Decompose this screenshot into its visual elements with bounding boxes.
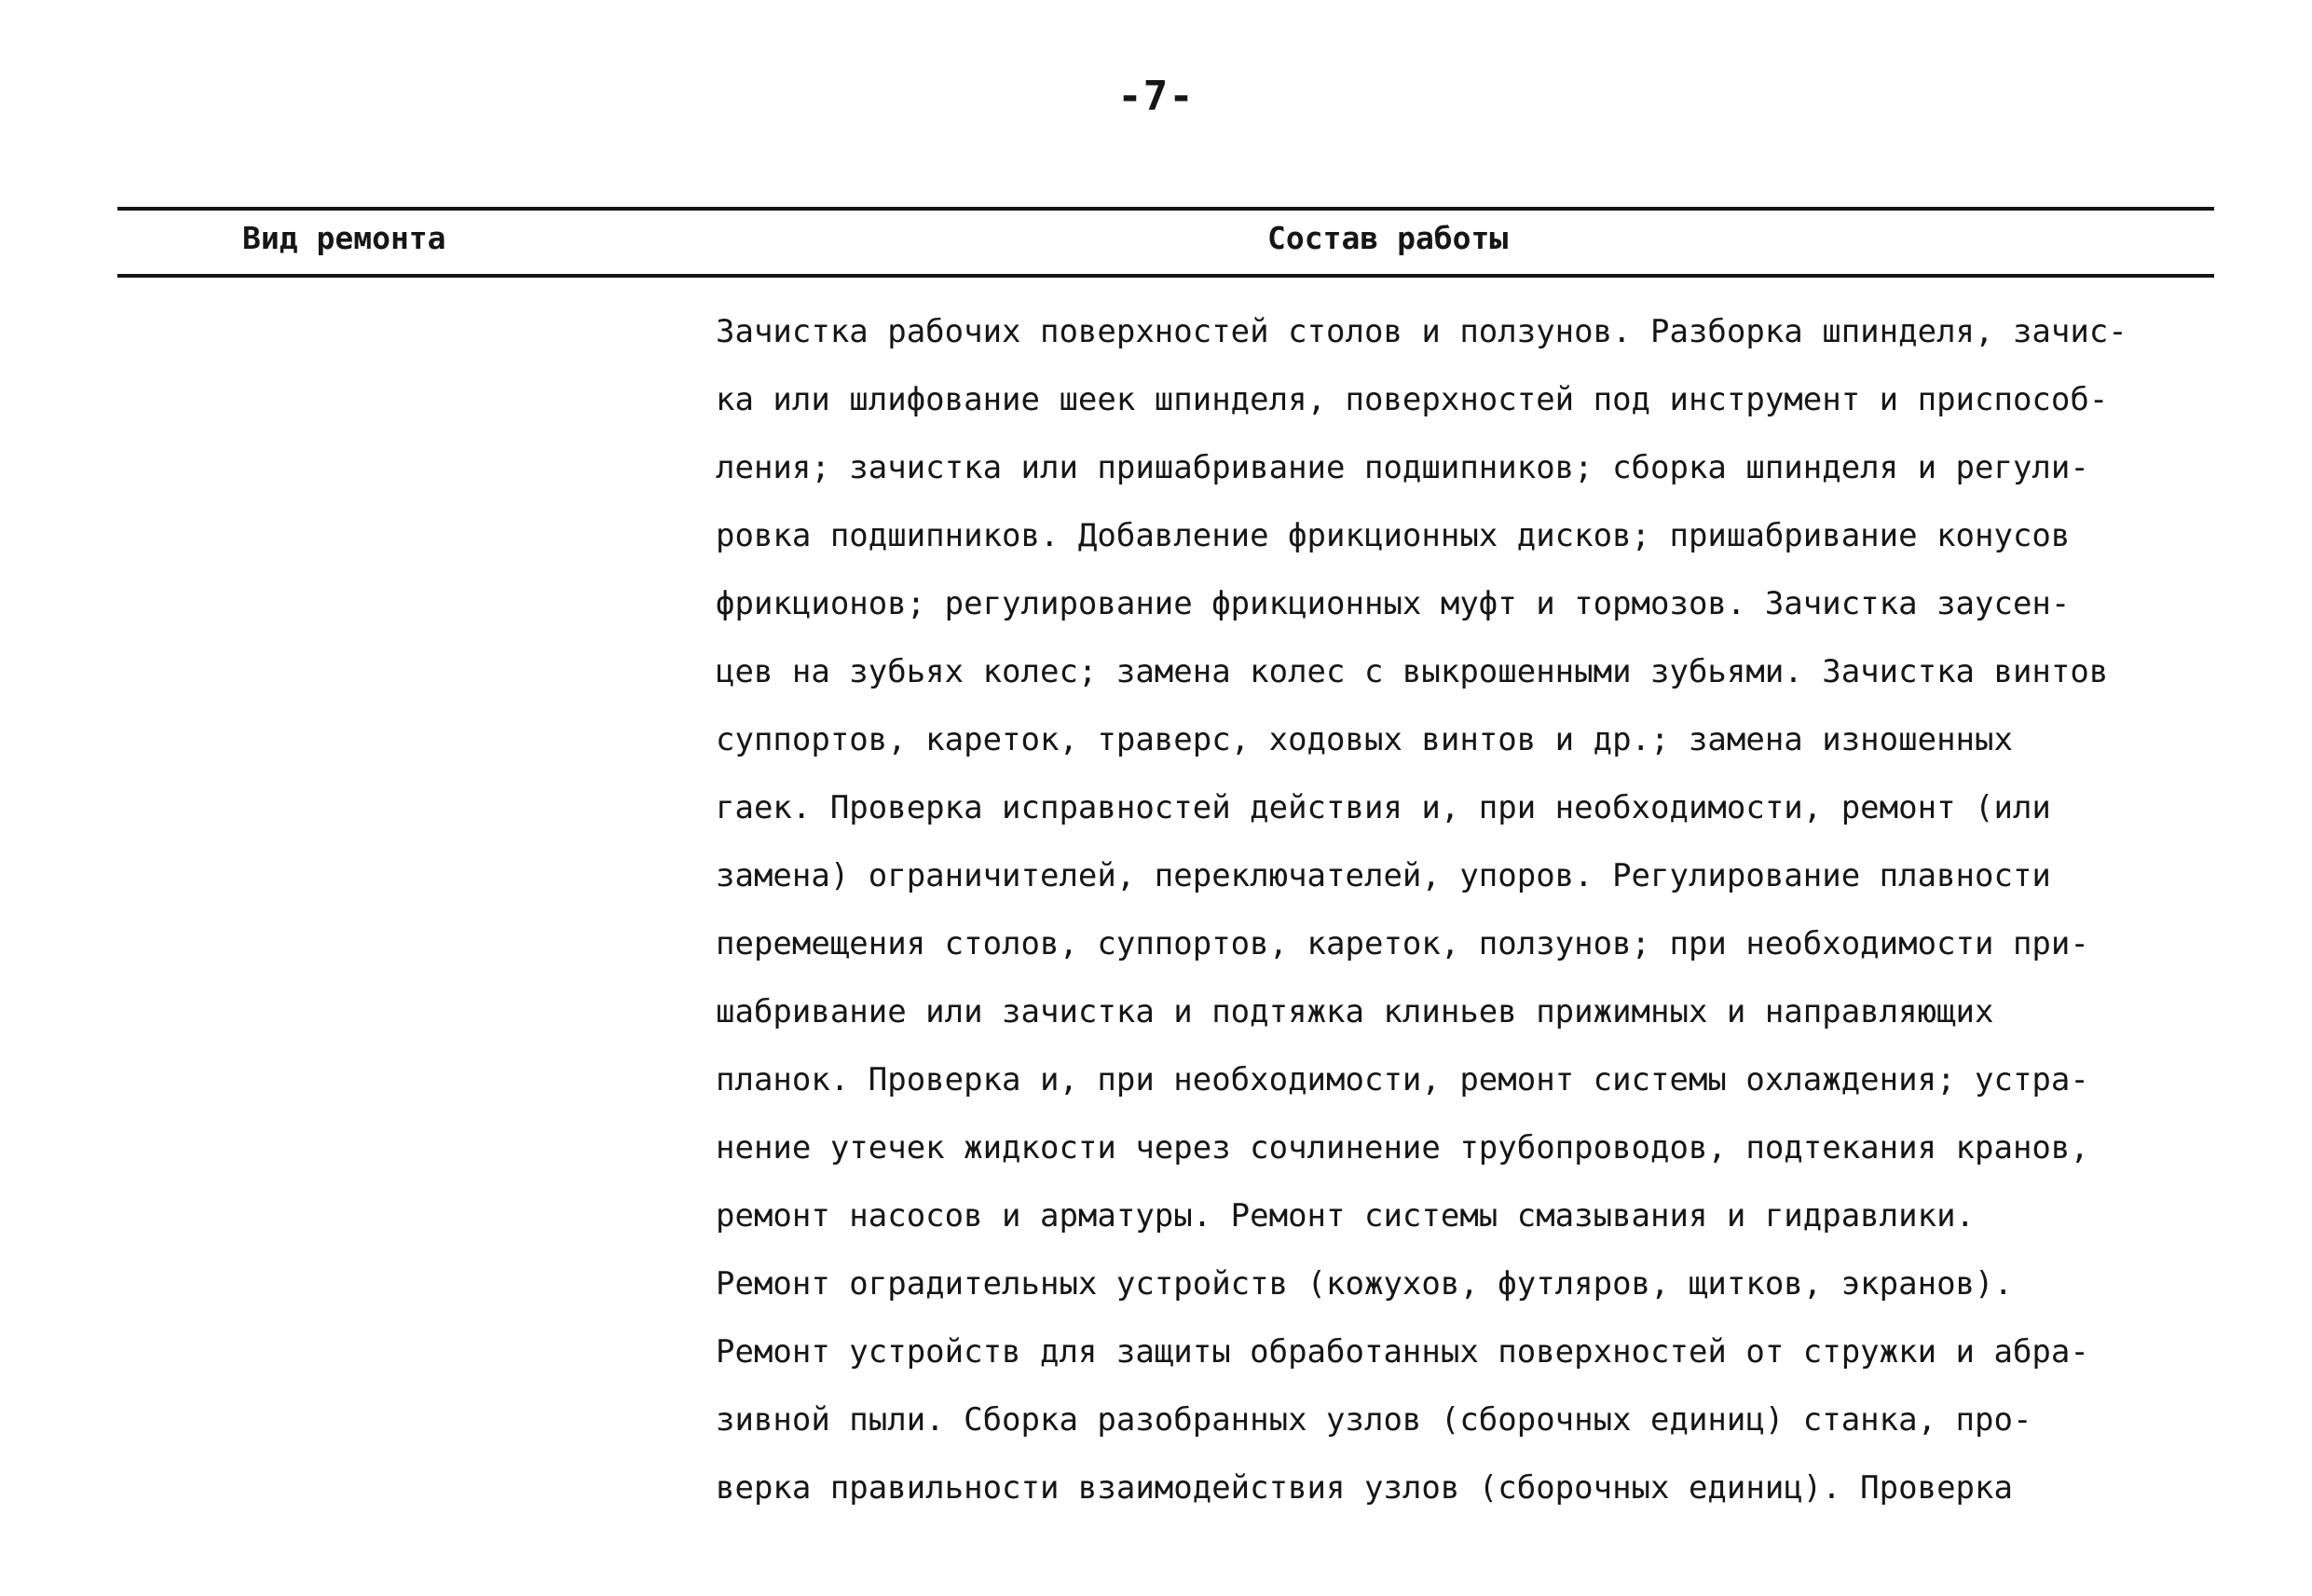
text-line: перемещения столов, суппортов, кареток, ползунов; при необходимости при- [716,925,2089,962]
column-header-repair-type: Вид ремонта [242,220,446,256]
table-top-rule [117,207,2214,211]
text-line: суппортов, кареток, траверс, ходовых винтов и др.; замена изношенных [716,721,2013,758]
text-line: ремонт насосов и арматуры. Ремонт системы смазывания и гидравлики. [716,1197,1976,1235]
column-header-work-scope: Состав работы [1267,220,1509,256]
text-line: шабривание или зачистка и подтяжка клиньев прижимных и направляющих [716,993,1994,1030]
table-header-rule [117,274,2214,278]
text-line: Ремонт устройств для защиты обработанных поверхностей от стружки и абра- [716,1333,2089,1371]
text-line: верка правильности взаимодействия узлов (сборочных единиц). Проверка [716,1469,2013,1507]
text-line: планок. Проверка и, при необходимости, ремонт системы охлаждения; устра- [716,1061,2089,1098]
page-number: -7- [1117,73,1195,120]
text-line: ровка подшипников. Добавление фрикционных дисков; пришабривание конусов [716,517,2071,554]
text-line: гаек. Проверка исправностей действия и, при необходимости, ремонт (или [716,789,2051,826]
text-line: нение утечек жидкости через сочлинение трубопроводов, подтекания кранов, [716,1129,2089,1166]
text-line: фрикционов; регулирование фрикционных муфт и тормозов. Зачистка заусен- [716,585,2071,622]
text-line: ления; зачистка или пришабривание подшипников; сборка шпинделя и регули- [716,449,2089,486]
text-line: ка или шлифование шеек шпинделя, поверхностей под инструмент и приспособ- [716,381,2109,418]
text-line: зивной пыли. Сборка разобранных узлов (сборочных единиц) станка, про- [716,1401,2032,1439]
text-line: замена) ограничителей, переключателей, упоров. Регулирование плавности [716,857,2051,894]
text-line: Зачистка рабочих поверхностей столов и ползунов. Разборка шпинделя, зачис- [716,313,2127,350]
text-line: Ремонт оградительных устройств (кожухов, футляров, щитков, экранов). [716,1265,2013,1303]
text-line: цев на зубьях колес; замена колес с выкрошенными зубьями. Зачистка винтов [716,653,2109,690]
work-scope-text [716,298,2216,1522]
